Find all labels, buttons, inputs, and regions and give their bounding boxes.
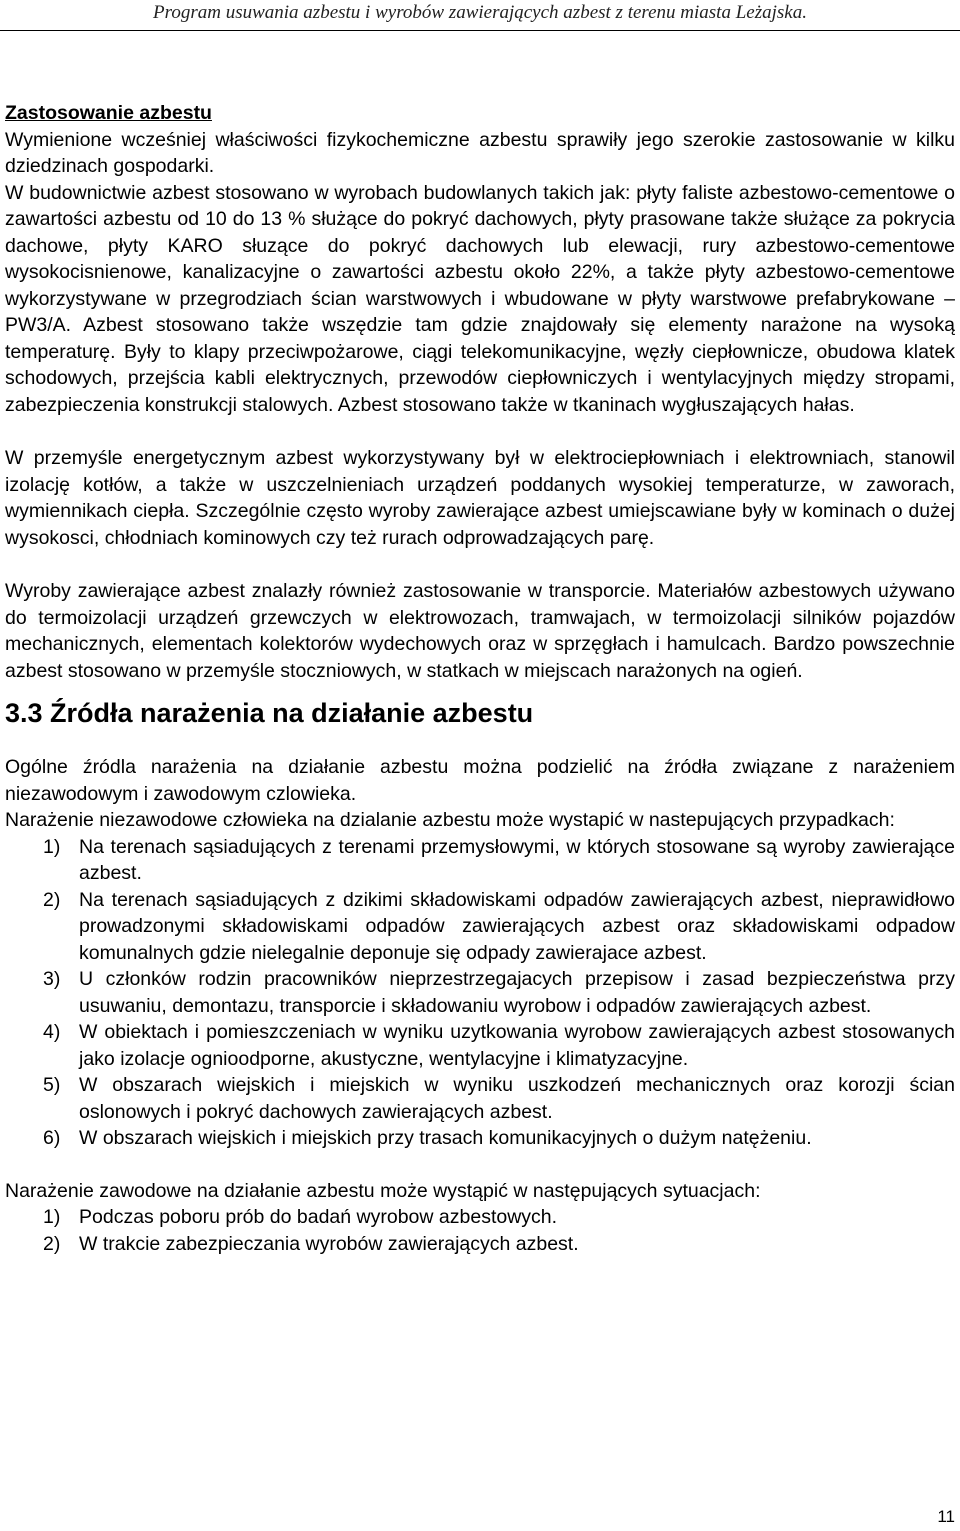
- page-header: Program usuwania azbestu i wyrobów zawierających azbest z terenu miasta Leżajska.: [153, 2, 807, 23]
- list-number: 1): [43, 835, 61, 858]
- paragraph-ogolne: Ogólne źródla narażenia na działanie azbestu można podzielić na źródła związane z narażeniem niezawodowym i zawodowym czlowieka.: [5, 756, 955, 805]
- paragraph-zawodowe: Narażenie zawodowe na działanie azbestu może wystąpić w następujących sytuacjach:: [5, 1179, 761, 1202]
- list-item-text: W obszarach wiejskich i miejskich przy trasach komunikacyjnych o dużym natężeniu.: [79, 1127, 812, 1149]
- list-item-text: U członków rodzin pracowników nieprzestrzegajacych przepisow i zasad bezpieczeństwa przy usuwaniu, demontazu, transporcie i składowaniu wyrobow i odpadów zawierających azbest.: [79, 968, 955, 1017]
- list-item: [5, 1072, 955, 1125]
- list-item-text: W obszarach wiejskich i miejskich w wyniku uszkodzeń mechanicznych oraz korozji ścian oslonowych i pokryć dachowych zawierających azbest.: [79, 1074, 955, 1123]
- list-item: [5, 1125, 955, 1152]
- list-item: [5, 1019, 955, 1072]
- list-item-text: Podczas poboru prób do badań wyrobow azbestowych.: [79, 1206, 558, 1228]
- page-number: 11: [937, 1507, 955, 1526]
- paragraph-niezawodowe: Narażenie niezawodowe człowieka na dzialanie azbestu może wystapić w nastepujących przypadkach:: [5, 809, 895, 831]
- paragraph-budownictwo: W budownictwie azbest stosowano w wyrobach budowlanych takich jak: płyty faliste azbestowo-cementowe o zawartości azbestu od 10 do 13 % służące do pokryć dachowych, płyty prasowane także służące za pokrycia dachowe, płyty KARO słuzące do pokryć dachowych lub elewacji, rury azbestowo-cementowe wysokocisnienowe, kanalizacyjne o zawartości azbestu około 22%, a także płyty azbestowo-cementowe wykorzystywane w przegrodziach ścian warstwowych i wbudowane w płyty warstwowe prefabrykowane – PW3/A. Azbest stosowano także wszędzie tam gdzie znajdowały się elementy narażone na wysoką temperaturę. Były to klapy przeciwpożarowe, ciągi telekomunikacyjne, węzły ciepłownicze, obudowa klatek schodowych, przejścia kabli elektrycznych, przewodów ciepłowniczych i wentylacyjnych między stropami, zabezpieczenia konstrukcji stalowych. Azbest stosowano także w tkaninach wygłuszających hałas.: [5, 181, 955, 416]
- list-item: [5, 834, 955, 887]
- section-heading-zastosowanie: Zastosowanie azbestu: [5, 102, 212, 124]
- list-zawodowe: [5, 1204, 955, 1257]
- header-divider: [0, 30, 960, 31]
- list-number: 3): [43, 968, 61, 990]
- list-item-text: Na terenach sąsiadujących z dzikimi składowiskami odpadów zawierających azbest, nieprawidłowo prowadzonymi składowiskami odpadów zawierających azbest oraz składowiskami odpadow komunalnych gdzie nielegalnie deponuje się odpady zawierajace azbest.: [79, 888, 955, 964]
- section-heading-zrodla: 3.3 Źródła narażenia na działanie azbestu: [5, 698, 534, 728]
- list-item: [5, 966, 955, 1019]
- document-body: [5, 100, 955, 1257]
- list-number: 5): [43, 1074, 61, 1096]
- list-number: 4): [43, 1021, 61, 1043]
- list-niezawodowe: [5, 834, 955, 1152]
- paragraph-transport: Wyroby zawierające azbest znalazły również zastosowanie w transporcie. Materiałów azbestowych używano do termoizolacji urządzeń grzewczych w elektrowozach, tramwajach, w termoizolacji silników pojazdów mechanicznych, elementach kolektorów wydechowych oraz w sprzęgłach i hamulcach. Bardzo powszechnie azbest stosowano w przemyśle stoczniowych, w statkach w miejscach narażonych na ogień.: [5, 580, 955, 682]
- list-item: [5, 887, 955, 967]
- paragraph-intro: Wymienione wcześniej właściwości fizykochemiczne azbestu sprawiły jego szerokie zastosowanie w kilku dziedzinach gospodarki.: [5, 128, 955, 177]
- list-item-text: W trakcie zabezpieczania wyrobów zawierających azbest.: [79, 1232, 579, 1255]
- list-number: 2): [43, 1232, 61, 1255]
- list-item: [5, 1231, 955, 1258]
- list-number: 1): [43, 1206, 61, 1228]
- list-item-text: W obiektach i pomieszczeniach w wyniku uzytkowania wyrobow zawierających azbest stosowanych jako izolacje ognioodporne, akustyczne, wentylacyjne i klimatyzacyjne.: [79, 1021, 955, 1070]
- list-number: 6): [43, 1127, 61, 1149]
- paragraph-energetyka: W przemyśle energetycznym azbest wykorzystywany był w elektrociepłowniach i elektrowniach, stanowil izolację kotłów, a także w uszczelnieniach urządzeń poddanych wysokiej temperaturze, w zaworach, wymiennikach ciepła. Szczególnie często wyroby zawierające azbest umiejscawiane były w kominach o dużej wysokosci, chłodniach kominowych czy też rurach odprowadzających parę.: [5, 447, 955, 549]
- list-item: [5, 1204, 955, 1231]
- list-item-text: Na terenach sąsiadujących z terenami przemysłowymi, w których stosowane są wyroby zawierające azbest.: [79, 835, 955, 884]
- list-number: 2): [43, 888, 61, 911]
